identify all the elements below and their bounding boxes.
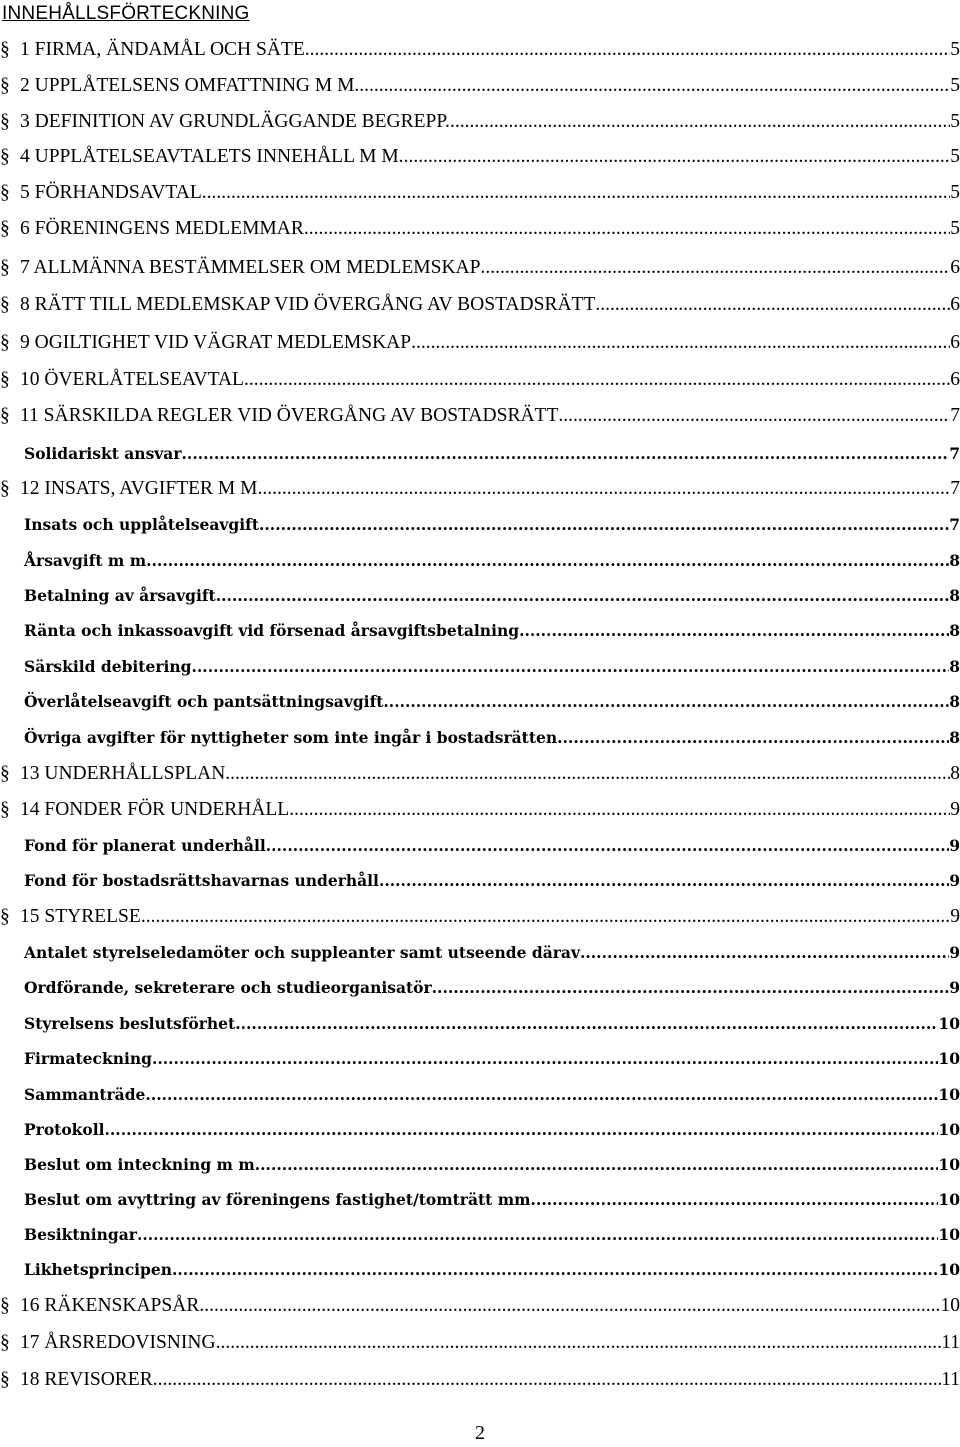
toc-entry-page: 10: [938, 1225, 960, 1244]
toc-entry-label: 3 DEFINITION AV GRUNDLÄGGANDE BEGREPP.: [20, 111, 450, 132]
toc-section-entry[interactable]: [0, 109, 960, 135]
dot-leader: [192, 654, 950, 680]
toc-entry-page: 9: [950, 906, 960, 927]
toc-section-entry[interactable]: [0, 144, 960, 170]
section-symbol: §: [0, 111, 10, 132]
toc-entry-label: 12 INSATS, AVGIFTER M M.: [20, 478, 263, 499]
toc-section-entry[interactable]: [0, 330, 960, 356]
dot-leader: [305, 37, 951, 63]
dot-leader: [244, 367, 950, 393]
toc-section-entry[interactable]: [0, 1293, 960, 1319]
toc-section-entry[interactable]: [0, 761, 960, 787]
toc-subsection-entry[interactable]: [0, 1011, 960, 1037]
toc-subsection-entry[interactable]: [0, 1046, 960, 1072]
dot-leader: [519, 618, 949, 644]
section-symbol: §: [0, 405, 10, 426]
toc-entry-label: Besiktningar: [24, 1225, 137, 1244]
section-symbol: §: [0, 478, 10, 499]
section-symbol: §: [0, 369, 10, 390]
toc-section-entry[interactable]: [0, 403, 960, 429]
toc-entry-label: 16 RÄKENSKAPSÅR: [20, 1295, 200, 1316]
toc-entry-label: Antalet styrelseledamöter och suppleanter samt utseende därav: [24, 943, 580, 962]
toc-section-entry[interactable]: [0, 476, 960, 502]
section-symbol: §: [0, 1332, 10, 1353]
toc-subsection-entry[interactable]: [0, 833, 960, 859]
toc-entry-page: 7: [949, 444, 960, 463]
dot-leader: [145, 1082, 938, 1108]
toc-entry-label: 14 FONDER FÖR UNDERHÅLL: [20, 799, 290, 820]
toc-entry-page: 8: [950, 763, 960, 784]
toc-entry-label: Protokoll: [24, 1120, 105, 1139]
dot-leader: [557, 725, 949, 751]
toc-entry-label: 18 REVISORER: [20, 1369, 153, 1390]
toc-entry-page: 8: [949, 692, 960, 711]
toc-entry-label: Särskild debitering: [24, 657, 192, 676]
toc-subsection-entry[interactable]: [0, 868, 960, 894]
dot-leader: [182, 441, 950, 467]
toc-entry-label: Årsavgift m m: [24, 551, 147, 570]
toc-entry-page: 5: [950, 146, 960, 167]
dot-leader: [255, 1152, 939, 1178]
dot-leader: [172, 1257, 938, 1283]
toc-entry-label: 13 UNDERHÅLLSPLAN: [20, 763, 226, 784]
dot-leader: [266, 833, 949, 859]
toc-entry-label: 15 STYRELSE: [20, 906, 141, 927]
section-symbol: §: [0, 146, 10, 167]
dot-leader: [558, 403, 950, 429]
toc-entry-label: Ordförande, sekreterare och studieorganisatör: [24, 978, 432, 997]
toc-entry-label: Ränta och inkassoavgift vid försenad årsavgiftsbetalning: [24, 621, 520, 640]
section-symbol: §: [0, 1295, 10, 1316]
section-symbol: §: [0, 257, 10, 278]
section-symbol: §: [0, 1369, 10, 1390]
toc-subsection-entry[interactable]: [0, 441, 960, 467]
toc-entry-label: Firmateckning: [24, 1049, 152, 1068]
toc-section-entry[interactable]: [0, 73, 960, 99]
dot-leader: [580, 940, 949, 966]
toc-entry-label: Fond för bostadsrättshavarnas underhåll: [24, 871, 379, 890]
section-symbol: §: [0, 906, 10, 927]
toc-title: INNEHÅLLSFÖRTECKNING: [2, 3, 250, 24]
toc-entry-label: Övriga avgifter för nyttigheter som inte ingår i bostadsrätten: [24, 728, 558, 747]
section-symbol: §: [0, 763, 10, 784]
toc-section-entry[interactable]: [0, 904, 960, 930]
toc-entry-page: 9: [949, 978, 960, 997]
dot-leader: [225, 761, 950, 787]
toc-subsection-entry[interactable]: [0, 1117, 960, 1143]
toc-entry-page: 10: [938, 1260, 960, 1279]
dot-leader: [432, 975, 950, 1001]
toc-entry-page: 8: [949, 657, 960, 676]
dot-leader: [379, 868, 949, 894]
toc-entry-page: 7: [950, 405, 960, 426]
toc-entry-label: 2 UPPLÅTELSENS OMFATTNING M M.: [20, 75, 360, 96]
toc-entry-label: 10 ÖVERLÅTELSEAVTAL: [20, 369, 244, 390]
toc-entry-page: 8: [949, 551, 960, 570]
dot-leader: [259, 512, 949, 538]
toc-entry-page: 10: [938, 1120, 960, 1139]
section-symbol: §: [0, 182, 10, 203]
dot-leader: [404, 144, 951, 170]
toc-entry-label: 1 FIRMA, ÄNDAMÅL OCH SÄTE: [20, 39, 305, 60]
dot-leader: [289, 797, 950, 823]
section-symbol: §: [0, 39, 10, 60]
toc-entry-page: 7: [949, 515, 960, 534]
toc-entry-label: 11 SÄRSKILDA REGLER VID ÖVERGÅNG AV BOSTADSRÄTT: [20, 405, 559, 426]
dot-leader: [105, 1117, 939, 1143]
dot-leader: [262, 476, 950, 502]
toc-subsection-entry[interactable]: [0, 1152, 960, 1178]
toc-entry-page: 9: [949, 836, 960, 855]
dot-leader: [199, 1293, 940, 1319]
toc-subsection-entry[interactable]: [0, 725, 960, 751]
toc-entry-label: Överlåtelseavgift och pantsättningsavgift: [24, 692, 384, 711]
toc-entry-label: Solidariskt ansvar: [24, 444, 182, 463]
section-symbol: §: [0, 332, 10, 353]
toc-entry-page: 6: [950, 369, 960, 390]
section-symbol: §: [0, 294, 10, 315]
dot-leader: [152, 1046, 938, 1072]
toc-entry-page: 5: [950, 75, 960, 96]
page-number: 2: [475, 1422, 485, 1444]
dot-leader: [235, 1011, 938, 1037]
toc-entry-label: 8 RÄTT TILL MEDLEMSKAP VID ÖVERGÅNG AV BOSTADSRÄTT: [20, 294, 596, 315]
toc-entry-page: 6: [950, 294, 960, 315]
toc-entry-page: 8: [949, 586, 960, 605]
toc-entry-label: Sammanträde: [24, 1085, 146, 1104]
toc-entry-page: 11: [941, 1332, 960, 1353]
dot-leader: [450, 109, 950, 135]
toc-entry-label: 17 ÅRSREDOVISNING: [20, 1332, 216, 1353]
toc-subsection-entry[interactable]: [0, 583, 960, 609]
dot-leader: [359, 73, 950, 99]
toc-entry-label: 4 UPPLÅTELSEAVTALETS INNEHÅLL M M.: [20, 146, 404, 167]
toc-subsection-entry[interactable]: [0, 1082, 960, 1108]
toc-entry-label: Fond för planerat underhåll: [24, 836, 266, 855]
toc-entry-page: 6: [950, 332, 960, 353]
dot-leader: [153, 1367, 941, 1393]
toc-section-entry[interactable]: [0, 37, 960, 63]
toc-entry-page: 9: [949, 871, 960, 890]
dot-leader: [411, 330, 950, 356]
toc-subsection-entry[interactable]: [0, 1222, 960, 1248]
toc-section-entry[interactable]: [0, 1367, 960, 1393]
dot-leader: [141, 904, 950, 930]
toc-entry-page: 6: [950, 257, 960, 278]
toc-entry-page: 10: [940, 1295, 960, 1316]
toc-entry-label: 7 ALLMÄNNA BESTÄMMELSER OM MEDLEMSKAP: [20, 257, 481, 278]
toc-entry-page: 5: [950, 111, 960, 132]
dot-leader: [137, 1222, 938, 1248]
toc-entry-page: 10: [938, 1155, 960, 1174]
toc-subsection-entry[interactable]: [0, 618, 960, 644]
toc-section-entry[interactable]: [0, 1330, 960, 1356]
toc-subsection-entry[interactable]: [0, 1187, 960, 1213]
dot-leader: [146, 548, 949, 574]
section-symbol: §: [0, 218, 10, 239]
toc-entry-page: 8: [949, 621, 960, 640]
toc-section-entry[interactable]: [0, 797, 960, 823]
toc-entry-page: 11: [941, 1369, 960, 1390]
toc-entry-page: 7: [950, 478, 960, 499]
toc-entry-page: 5: [950, 218, 960, 239]
toc-section-entry[interactable]: [0, 292, 960, 318]
section-symbol: §: [0, 799, 10, 820]
toc-entry-label: Styrelsens beslutsförhet: [24, 1014, 236, 1033]
toc-entry-page: 9: [950, 799, 960, 820]
toc-section-entry[interactable]: [0, 367, 960, 393]
toc-section-entry[interactable]: [0, 255, 960, 281]
dot-leader: [216, 583, 950, 609]
toc-entry-label: Beslut om inteckning m m: [24, 1155, 255, 1174]
toc-entry-page: 8: [949, 728, 960, 747]
dot-leader: [216, 1330, 942, 1356]
toc-entry-label: 6 FÖRENINGENS MEDLEMMAR: [20, 218, 304, 239]
toc-entry-page: 9: [949, 943, 960, 962]
toc-subsection-entry[interactable]: [0, 1257, 960, 1283]
toc-section-entry[interactable]: [0, 180, 960, 206]
toc-entry-label: Insats och upplåtelseavgift: [24, 515, 259, 534]
toc-entry-label: Likhetsprincipen: [24, 1260, 172, 1279]
toc-entry-label: 9 OGILTIGHET VID VÄGRAT MEDLEMSKAP: [20, 332, 412, 353]
toc-subsection-entry[interactable]: [0, 940, 960, 966]
toc-entry-page: 5: [950, 182, 960, 203]
toc-subsection-entry[interactable]: [0, 975, 960, 1001]
toc-entry-page: 10: [938, 1049, 960, 1068]
toc-entry-page: 10: [938, 1085, 960, 1104]
toc-subsection-entry[interactable]: [0, 512, 960, 538]
toc-entry-label: Beslut om avyttring av föreningens fastighet/tomträtt mm: [24, 1190, 531, 1209]
dot-leader: [383, 689, 949, 715]
toc-section-entry[interactable]: [0, 216, 960, 242]
dot-leader: [304, 216, 950, 242]
dot-leader: [531, 1187, 939, 1213]
toc-subsection-entry[interactable]: [0, 654, 960, 680]
toc-entry-page: 10: [938, 1014, 960, 1033]
dot-leader: [595, 292, 950, 318]
dot-leader: [480, 255, 950, 281]
dot-leader: [202, 180, 951, 206]
toc-subsection-entry[interactable]: [0, 689, 960, 715]
toc-entry-label: Betalning av årsavgift: [24, 586, 216, 605]
toc-entry-page: 5: [950, 39, 960, 60]
toc-entry-label: 5 FÖRHANDSAVTAL: [20, 182, 202, 203]
section-symbol: §: [0, 75, 10, 96]
toc-entry-page: 10: [938, 1190, 960, 1209]
toc-subsection-entry[interactable]: [0, 548, 960, 574]
